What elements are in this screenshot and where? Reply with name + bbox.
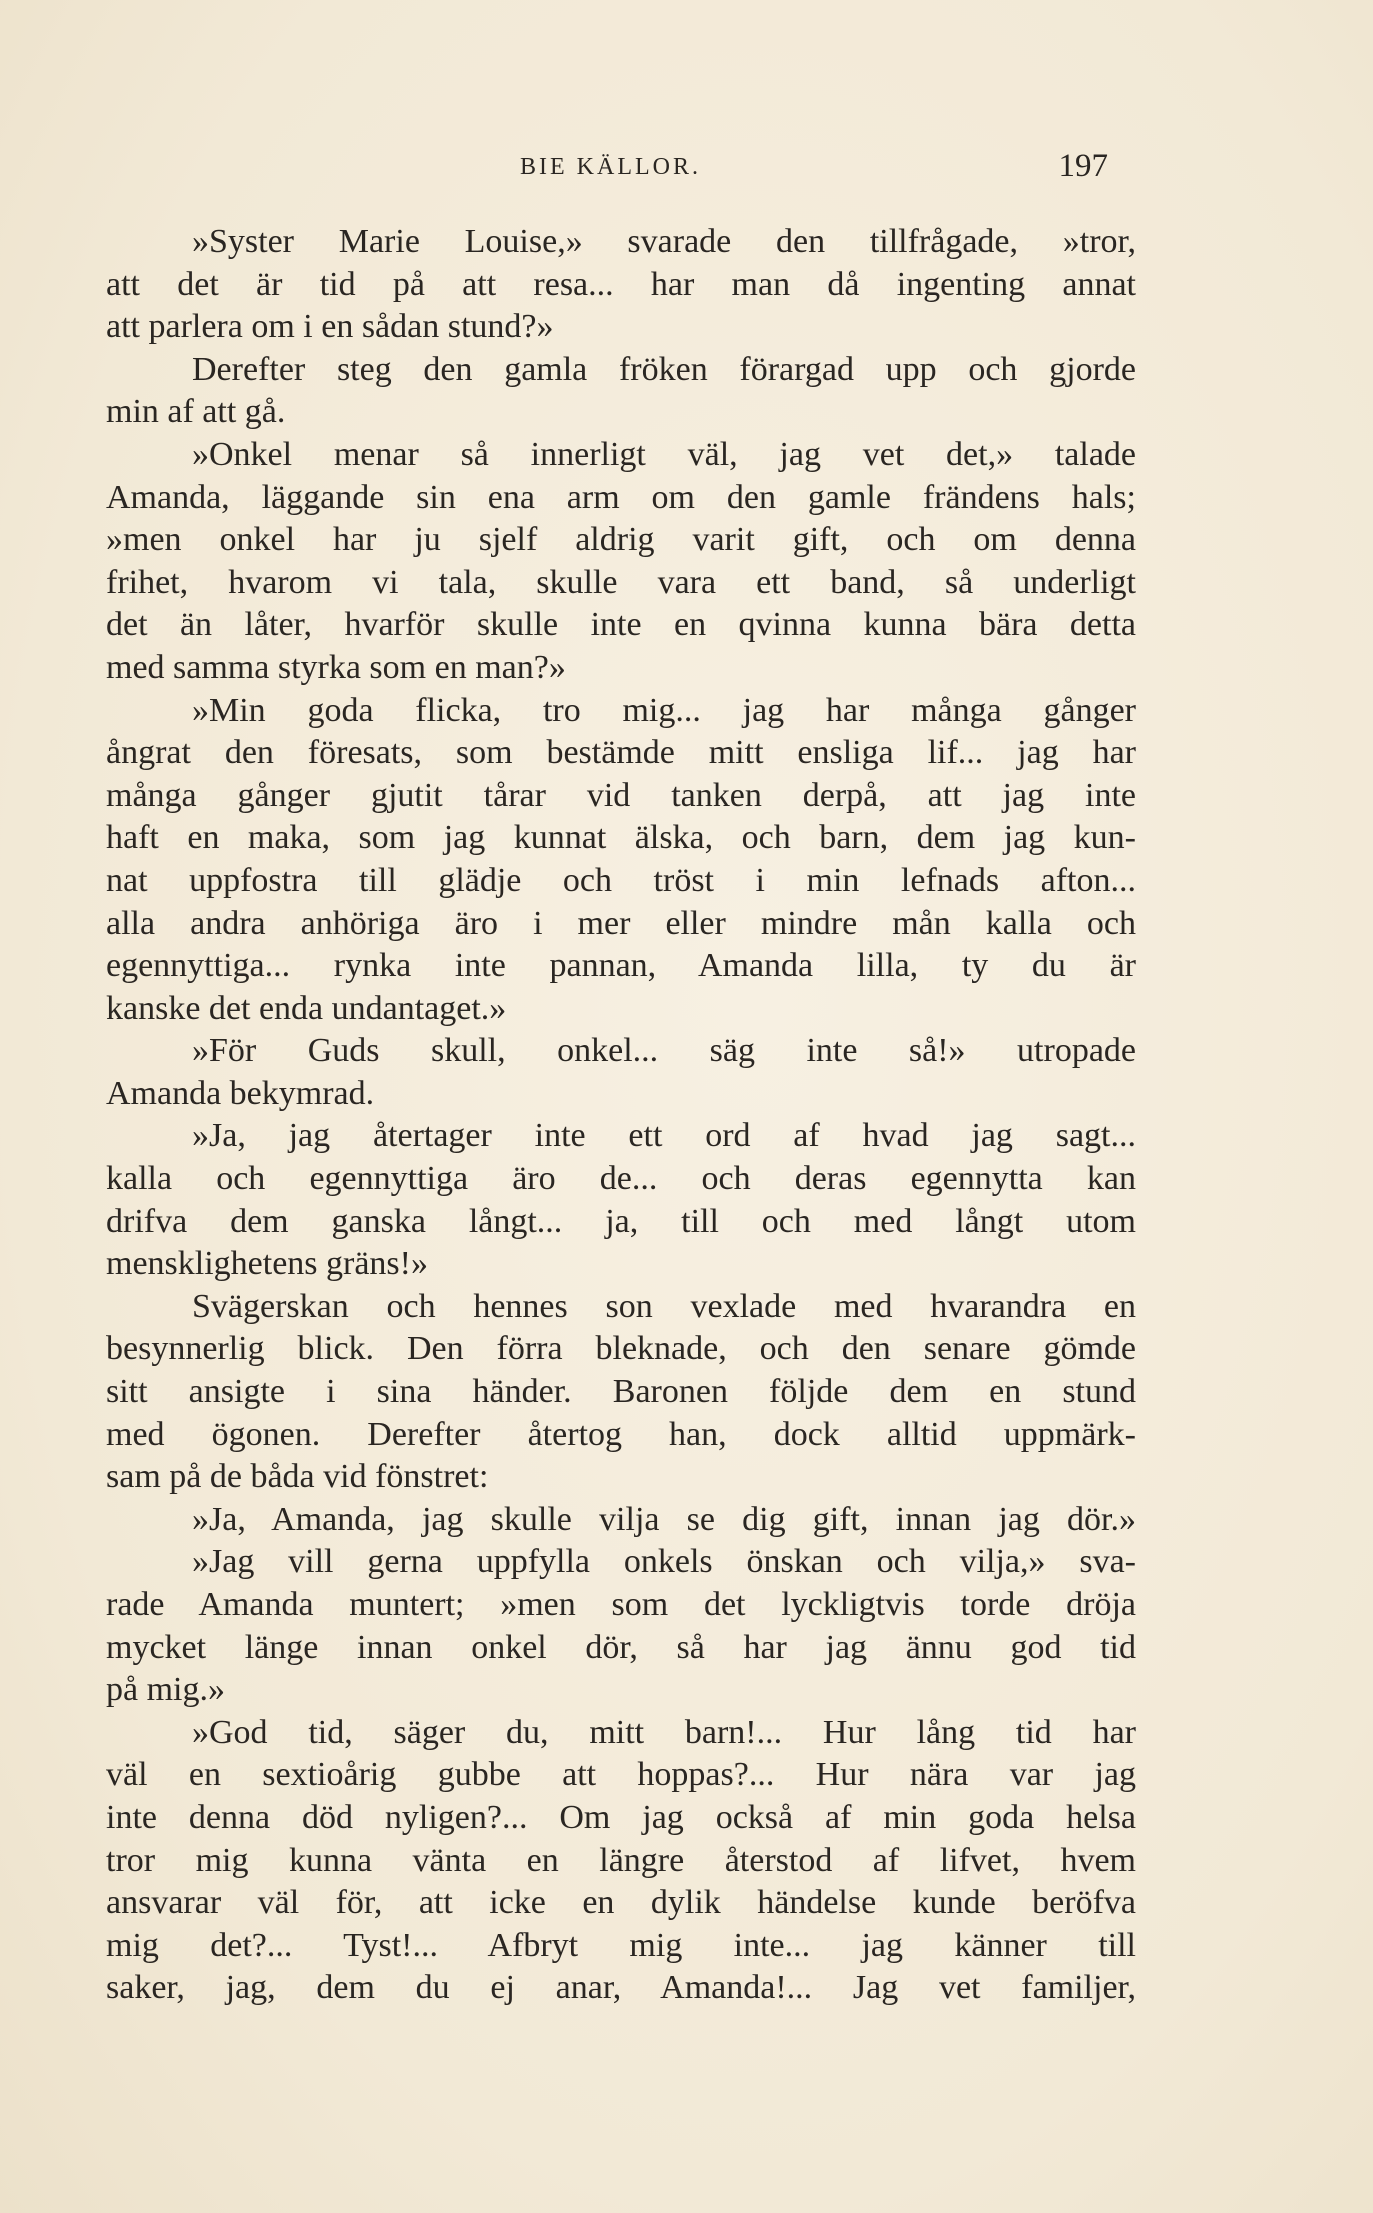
text-line: Amanda bekymrad.	[106, 1074, 375, 1112]
text-line: saker, jag, dem du ej anar, Amanda!... Jag vet familjer,	[106, 1969, 1136, 2007]
text-line: drifva dem ganska långt... ja, till och med långt utom	[106, 1202, 1136, 1240]
text-line: frihet, hvarom vi tala, skulle vara ett band, så underligt	[106, 563, 1136, 601]
text-line: ångrat den föresats, som bestämde mitt ensliga lif... jag har	[106, 734, 1136, 772]
text-line: inte denna död nyligen?... Om jag också af min goda helsa	[106, 1798, 1136, 1836]
text-line: det än låter, hvarför skulle inte en qvinna kunna bära detta	[106, 606, 1136, 644]
text-line: mensklighetens gräns!»	[106, 1245, 428, 1283]
text-line: kanske det enda undantaget.»	[106, 989, 507, 1027]
text-line: »För Guds skull, onkel... säg inte så!» utropade	[192, 1032, 1136, 1070]
text-line: Derefter steg den gamla fröken förargad upp och gjorde	[192, 350, 1136, 388]
text-line: »Min goda flicka, tro mig... jag har många gånger	[192, 691, 1136, 729]
text-line: »Onkel menar så innerligt väl, jag vet det,» talade	[192, 435, 1136, 473]
text-line: Svägerskan och hennes son vexlade med hvarandra en	[192, 1287, 1136, 1325]
text-line: haft en maka, som jag kunnat älska, och barn, dem jag kun-	[106, 819, 1136, 857]
text-line: Amanda, läggande sin ena arm om den gamle frändens hals;	[106, 478, 1136, 516]
text-line: mig det?... Tyst!... Afbryt mig inte... jag känner till	[106, 1926, 1136, 1964]
text-line: »Jag vill gerna uppfylla onkels önskan och vilja,» sva-	[192, 1543, 1136, 1581]
page-header	[108, 148, 1108, 188]
text-line: rade Amanda muntert; »men som det lyckligtvis torde dröja	[106, 1586, 1136, 1623]
text-line: nat uppfostra till glädje och tröst i min lefnads afton...	[106, 861, 1136, 899]
text-line: med samma styrka som en man?»	[106, 648, 566, 686]
text-line: min af att gå.	[106, 393, 286, 431]
text-line: sam på de båda vid fönstret:	[106, 1458, 489, 1496]
text-line: många gånger gjutit tårar vid tanken derpå, att jag inte	[106, 776, 1136, 814]
text-line: att parlera om i en sådan stund?»	[106, 308, 554, 346]
text-line: kalla och egennyttiga äro de... och deras egennytta kan	[106, 1160, 1136, 1198]
page-number: 197	[1058, 148, 1108, 184]
text-line: »Ja, Amanda, jag skulle vilja se dig gift, innan jag dör.»	[192, 1500, 1136, 1538]
text-line: alla andra anhöriga äro i mer eller mindre mån kalla och	[106, 904, 1136, 942]
text-line: ansvarar väl för, att icke en dylik händelse kunde beröfva	[106, 1884, 1136, 1922]
text-line: besynnerlig blick. Den förra bleknade, och den senare gömde	[106, 1330, 1136, 1368]
text-line: tror mig kunna vänta en längre återstod af lifvet, hvem	[106, 1841, 1136, 1879]
text-line: på mig.»	[106, 1671, 225, 1709]
text-line: egennyttiga... rynka inte pannan, Amanda lilla, ty du är	[106, 947, 1136, 985]
text-line: väl en sextioårig gubbe att hoppas?... Hur nära var jag	[106, 1756, 1136, 1794]
text-line: »Ja, jag återtager inte ett ord af hvad jag sagt...	[192, 1117, 1136, 1155]
text-line: att det är tid på att resa... har man då ingenting annat	[106, 265, 1136, 303]
text-line: »Syster Marie Louise,» svarade den tillfrågade, »tror,	[192, 223, 1136, 260]
text-line: sitt ansigte i sina händer. Baronen följde dem en stund	[106, 1373, 1136, 1411]
text-line: mycket länge innan onkel dör, så har jag ännu god tid	[106, 1628, 1136, 1666]
text-line: »men onkel har ju sjelf aldrig varit gift, och om denna	[106, 521, 1136, 559]
text-line: »God tid, säger du, mitt barn!... Hur lång tid har	[192, 1713, 1136, 1751]
body-text	[106, 221, 1136, 2010]
running-head: BIE KÄLLOR.	[520, 154, 701, 180]
text-line: med ögonen. Derefter återtog han, dock alltid uppmärk-	[106, 1415, 1136, 1453]
